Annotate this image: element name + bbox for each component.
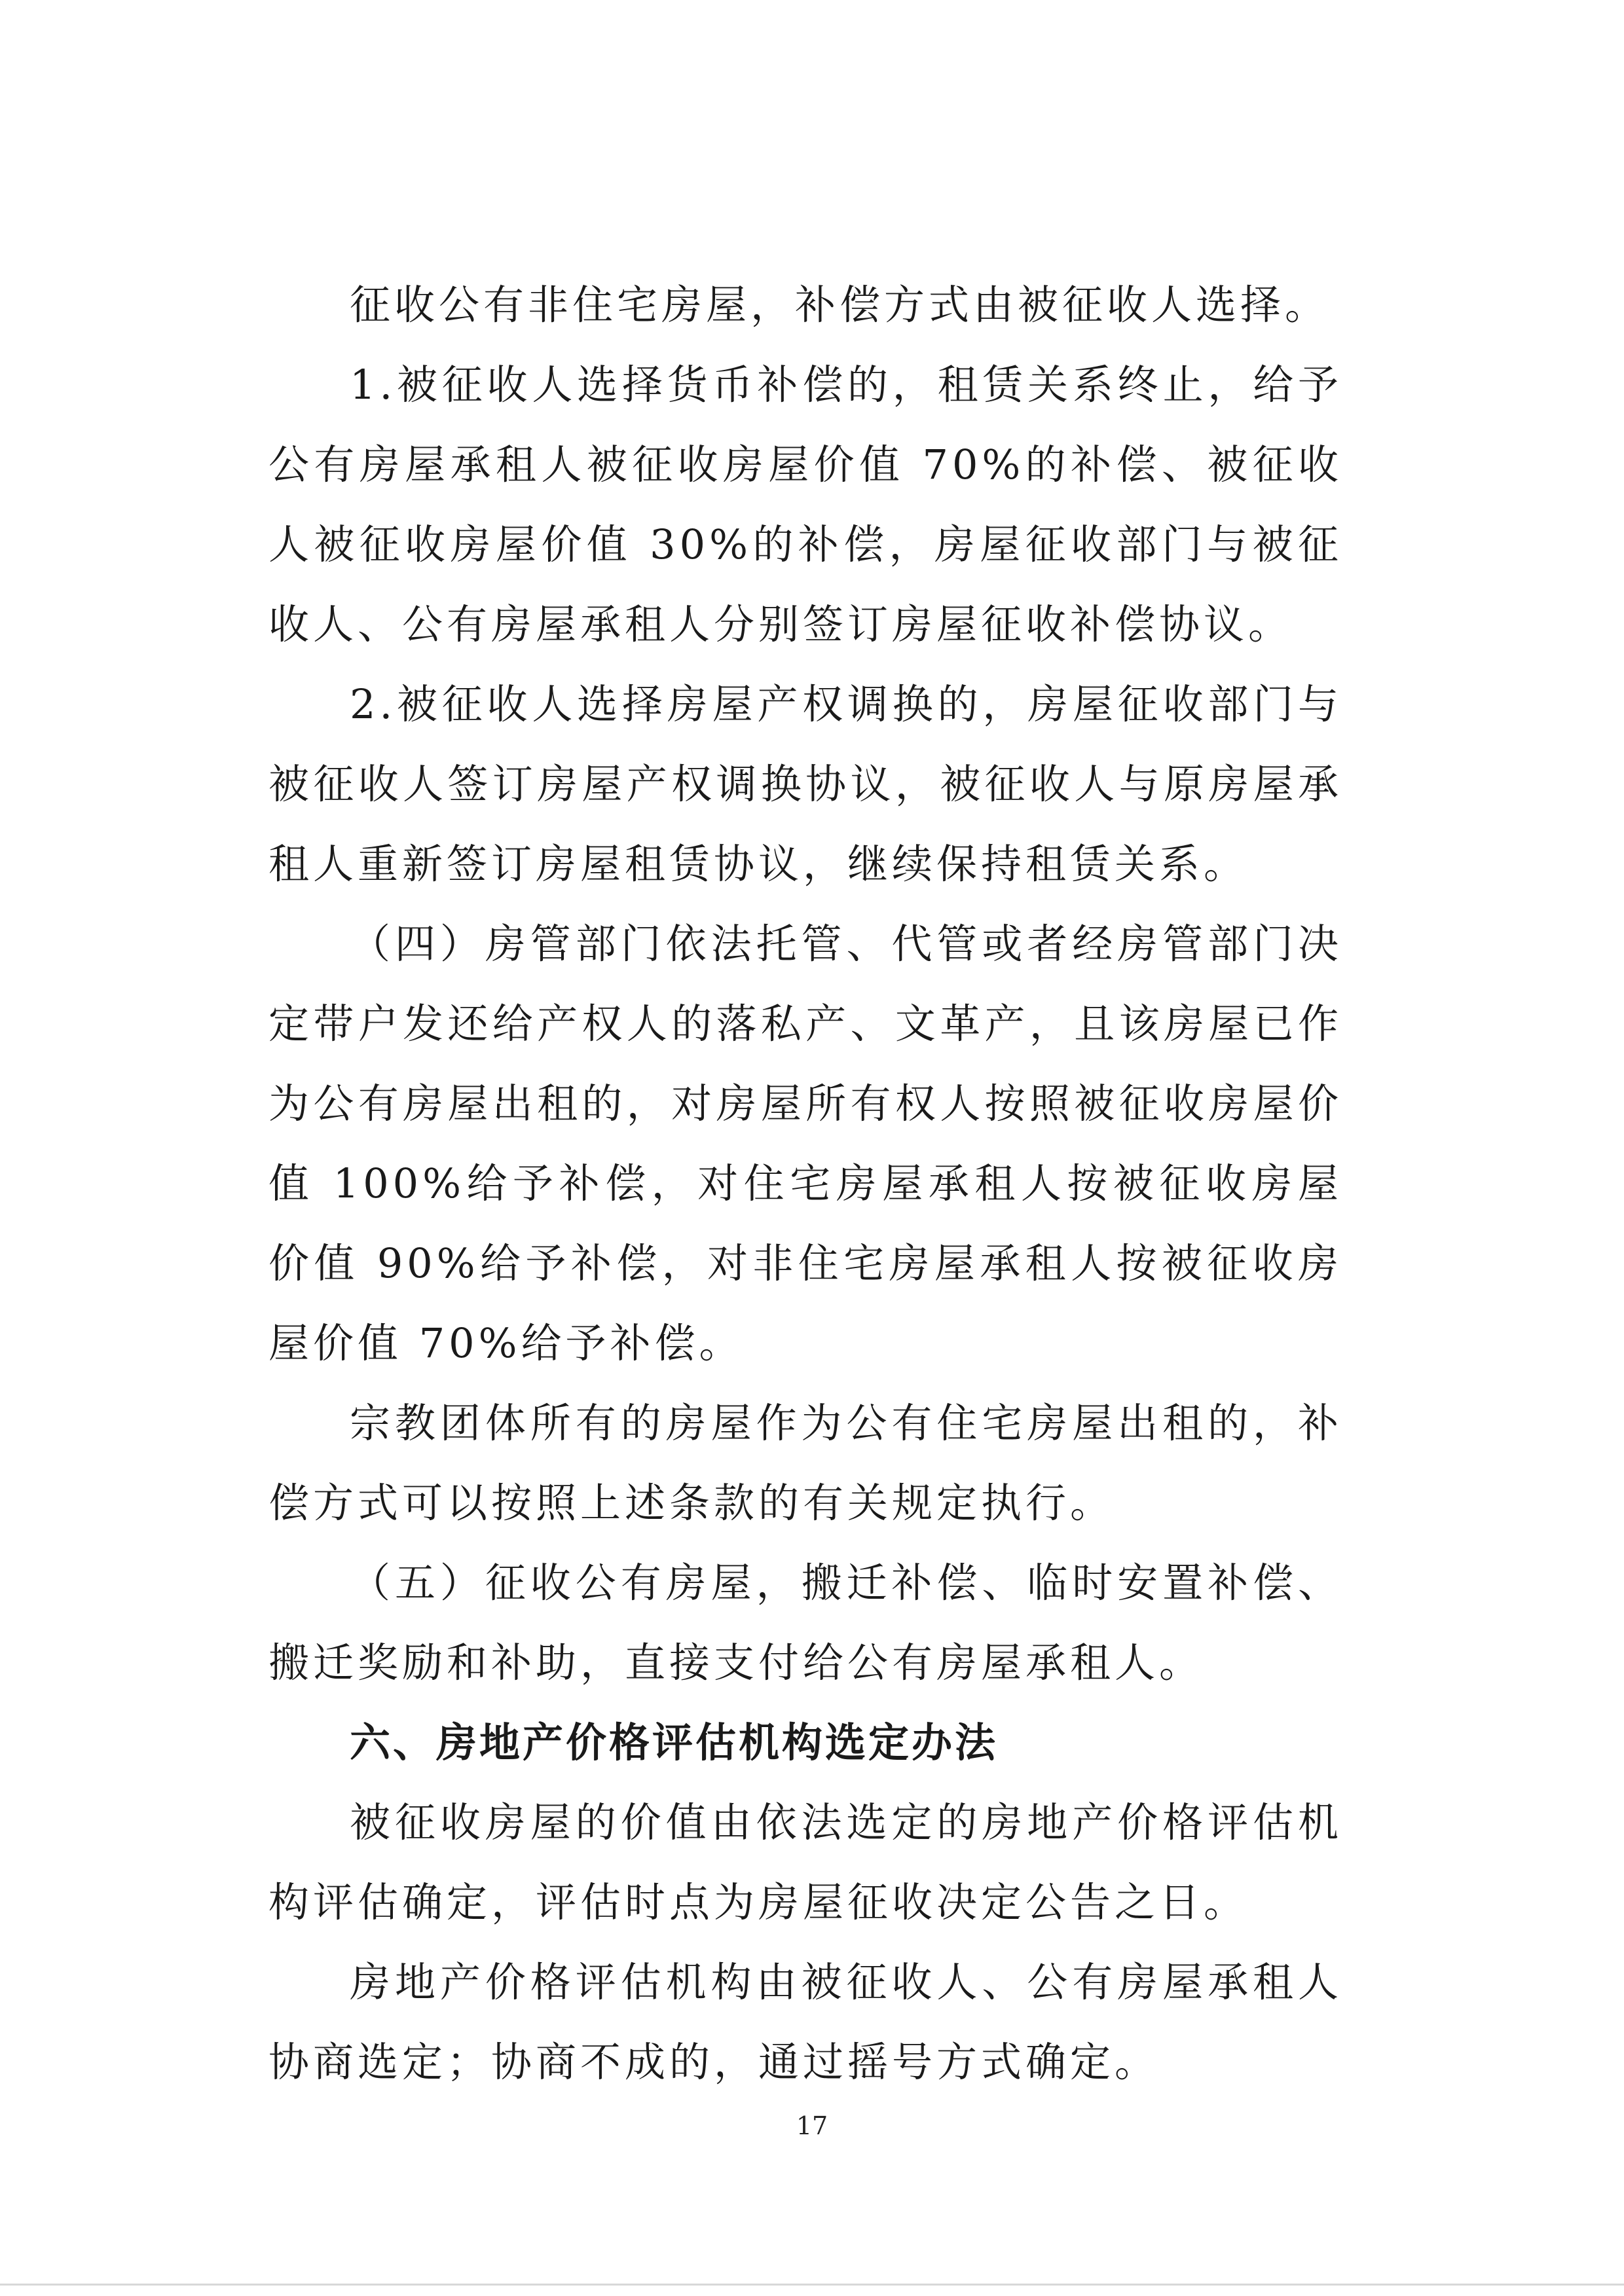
paragraph-appraisal-value: 被征收房屋的价值由依法选定的房地产价格评估机构评估确定，评估时点为房屋征收决定公告之日。 — [268, 1798, 1342, 1926]
paragraph-religious-property: 宗教团体所有的房屋作为公有住宅房屋出租的，补偿方式可以按照上述条款的有关规定执行。 — [268, 1399, 1342, 1527]
bottom-divider — [0, 2284, 1624, 2286]
section-heading-appraisal: 六、房地产价格评估机构选定办法 — [350, 1719, 999, 1766]
paragraph-section-four: （四）房管部门依法托管、代管或者经房管部门决定带户发还给产权人的落私产、文革产，且该房屋已作为公有房屋出租的，对房屋所有权人按照被征收房屋价值 100%给予补偿，对住宅房屋承租人按被征收房屋价值 90%给予补偿，对非住宅房屋承租人按被征收房屋价值 70%给予补偿。 — [268, 920, 1342, 1367]
paragraph-property-exchange: 2.被征收人选择房屋产权调换的，房屋征收部门与被征收人签订房屋产权调换协议，被征收人与原房屋承租人重新签订房屋租赁协议，继续保持租赁关系。 — [268, 680, 1342, 888]
body-text — [268, 265, 1342, 2102]
paragraph-non-residential-choice: 征收公有非住宅房屋，补偿方式由被征收人选择。 — [350, 281, 1330, 329]
page-number: 17 — [796, 2111, 828, 2140]
paragraph-section-five: （五）征收公有房屋，搬迁补偿、临时安置补偿、搬迁奖励和补助，直接支付给公有房屋承租人。 — [268, 1559, 1342, 1686]
paragraph-appraisal-selection: 房地产价格评估机构由被征收人、公有房屋承租人协商选定；协商不成的，通过摇号方式确定。 — [268, 1958, 1342, 2086]
paragraph-monetary-compensation: 1.被征收人选择货币补偿的，租赁关系终止，给予公有房屋承租人被征收房屋价值 70%的补偿、被征收人被征收房屋价值 30%的补偿，房屋征收部门与被征收人、公有房屋承租人分别签订房屋征收补偿协议。 — [268, 361, 1342, 648]
